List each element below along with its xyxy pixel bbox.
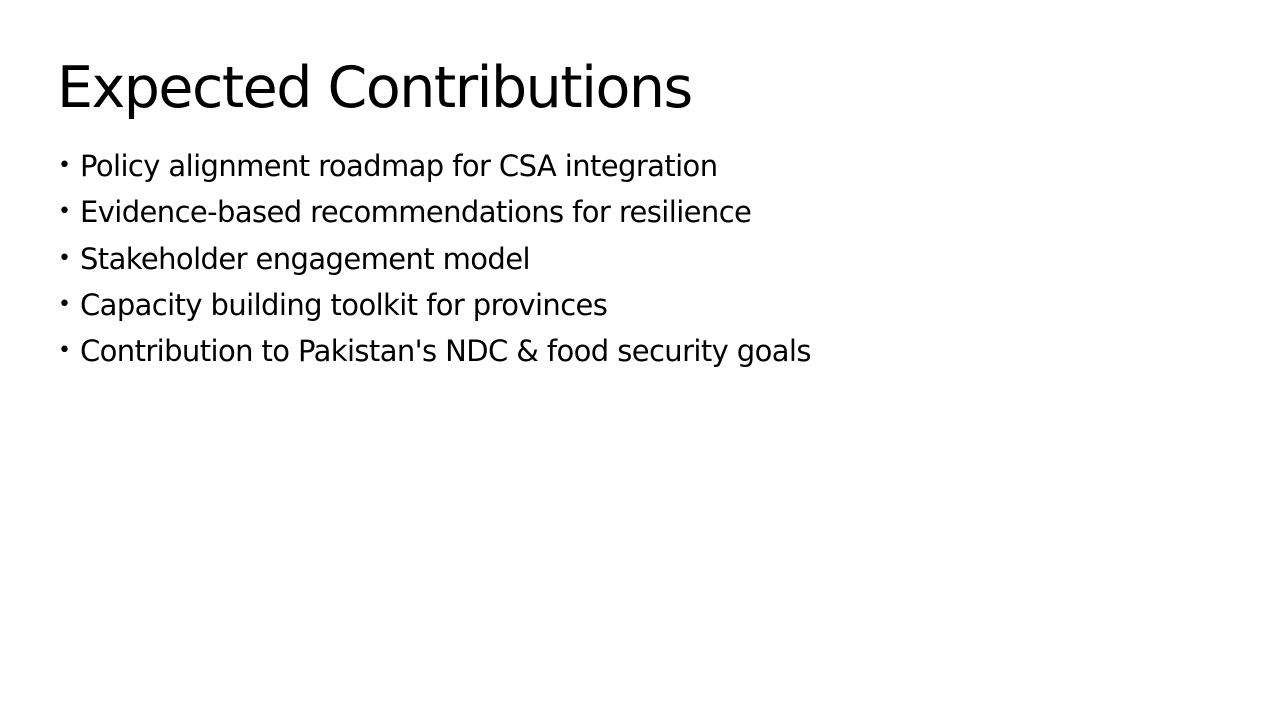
bullet-item bbox=[58, 189, 811, 235]
bullet-text: Capacity building toolkit for provinces bbox=[80, 288, 608, 323]
bullet-text: Policy alignment roadmap for CSA integration bbox=[80, 149, 718, 184]
bullet-text: Stakeholder engagement model bbox=[80, 241, 530, 276]
bullet-text: Contribution to Pakistan's NDC & food security goals bbox=[80, 334, 811, 369]
bullet-list bbox=[58, 143, 811, 374]
bullet-dot-icon: • bbox=[58, 199, 71, 225]
bullet-dot-icon: • bbox=[58, 338, 71, 364]
bullet-dot-icon: • bbox=[58, 245, 71, 271]
bullet-item bbox=[58, 282, 811, 328]
slide-title: Expected Contributions bbox=[57, 55, 692, 121]
bullet-item bbox=[58, 236, 811, 282]
bullet-item bbox=[58, 328, 811, 374]
bullet-text: Evidence-based recommendations for resilience bbox=[80, 195, 752, 230]
bullet-dot-icon: • bbox=[58, 153, 71, 179]
bullet-dot-icon: • bbox=[58, 292, 71, 318]
bullet-item bbox=[58, 143, 811, 189]
